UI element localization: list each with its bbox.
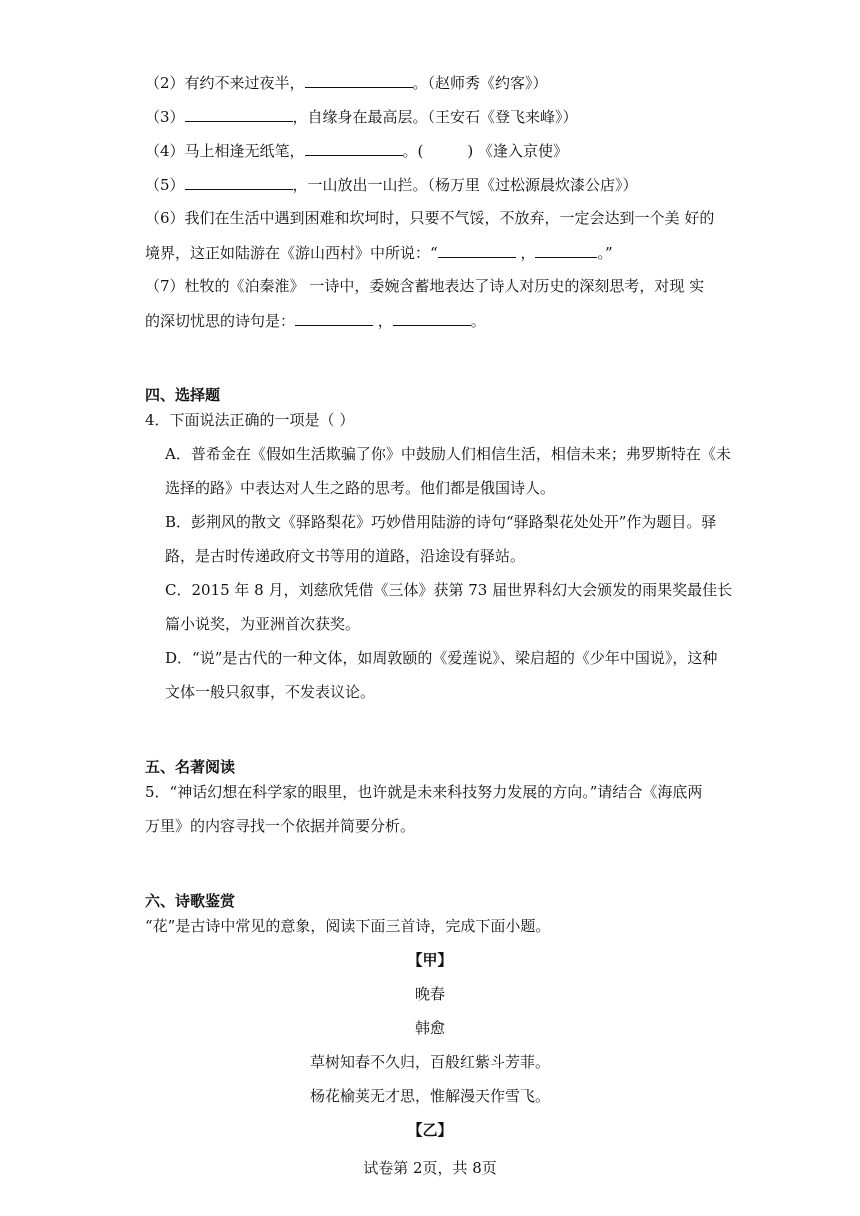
answer-blank[interactable] xyxy=(305,140,403,156)
answer-blank[interactable] xyxy=(438,242,516,258)
q3-item-5-prefix: （5） xyxy=(145,176,185,194)
answer-blank[interactable] xyxy=(393,310,471,326)
poem-a-author: 韩愈 xyxy=(414,1019,445,1037)
q3-item-7-sep: ， xyxy=(373,312,393,330)
poem-a-label: 【甲】 xyxy=(407,951,453,969)
option-c-line1[interactable]: C．2015 年 8 月，刘慈欣凭借《三体》获第 73 届世界科幻大会颁发的雨果奖最佳长 xyxy=(165,581,733,599)
option-a-line2: 选择的路》中表达对人生之路的思考。他们都是俄国诗人。 xyxy=(165,479,556,497)
answer-blank[interactable] xyxy=(185,106,293,122)
q3-item-4-mid: 。( xyxy=(402,142,424,160)
q3-item-5 xyxy=(145,174,638,195)
poetry-intro: “花”是古诗中常见的意象，阅读下面三首诗，完成下面小题。 xyxy=(145,917,551,935)
q3-item-4 xyxy=(145,140,568,161)
section-title-classics: 五、名著阅读 xyxy=(145,758,236,776)
question-5-line2: 万里》的内容寻找一个依据并简要分析。 xyxy=(145,817,416,835)
answer-blank[interactable] xyxy=(535,242,597,258)
poem-a-line1: 草树知春不久归，百般红紫斗芳菲。 xyxy=(309,1053,550,1071)
question-4: 4．下面说法正确的一项是（ ） xyxy=(145,411,355,429)
poem-a-title: 晚春 xyxy=(414,985,445,1003)
answer-blank[interactable] xyxy=(185,174,293,190)
q3-item-5-source: ，一山放出一山拦。（杨万里《过松源晨炊漆公店》） xyxy=(292,176,638,194)
section-title-choice: 四、选择题 xyxy=(145,386,221,404)
poem-a-line2: 杨花榆荚无才思，惟解漫天作雪飞。 xyxy=(309,1087,550,1105)
q3-item-6-line2 xyxy=(145,242,613,263)
q3-item-7-suffix: 。 xyxy=(470,312,486,330)
option-d-line1[interactable]: D．“说”是古代的一种文体，如周敦颐的《爱莲说》、梁启超的《少年中国说》，这种 xyxy=(165,649,718,667)
q3-item-4-prefix: （4）马上相逢无纸笔， xyxy=(145,142,305,160)
option-b-line2: 路，是古时传递政府文书等用的道路，沿途设有驿站。 xyxy=(165,547,526,565)
option-b-line1[interactable]: B．彭荆风的散文《驿路梨花》巧妙借用陆游的诗句“驿路梨花处处开”作为题目。驿 xyxy=(165,513,717,531)
q3-item-3-source: ，自缘身在最高层。（王安石《登飞来峰》） xyxy=(292,108,578,126)
q3-item-3-prefix: （3） xyxy=(145,108,185,126)
option-d-line2: 文体一般只叙事，不发表议论。 xyxy=(165,683,376,701)
answer-blank[interactable] xyxy=(305,72,413,88)
section-title-poetry: 六、诗歌鉴赏 xyxy=(145,892,236,910)
q3-item-6-prefix: 境界，这正如陆游在《游山西村》中所说：“ xyxy=(145,244,438,262)
option-a-line1[interactable]: A．普希金在《假如生活欺骗了你》中鼓励人们相信生活，相信未来；弗罗斯特在《未 xyxy=(165,445,731,463)
q3-item-7-prefix: 的深切忧思的诗句是： xyxy=(145,312,296,330)
question-5-line1: 5．“神话幻想在科学家的眼里，也许就是未来科技努力发展的方向。”请结合《海底两 xyxy=(145,783,703,801)
q3-item-6-line1: （6）我们在生活中遇到困难和坎坷时，只要不气馁，不放弃，一定会达到一个美 好的 xyxy=(145,209,715,227)
answer-blank[interactable] xyxy=(295,310,373,326)
q3-item-4-source: ) 《逢入京使》 xyxy=(467,142,569,160)
q3-item-2-prefix: （2）有约不来过夜半， xyxy=(145,74,305,92)
q3-item-7-line2 xyxy=(145,310,486,331)
q3-item-7-line1: （7）杜牧的《泊秦淮》 一诗中，委婉含蓄地表达了诗人对历史的深刻思考，对现 实 xyxy=(145,277,705,295)
q3-item-2-source: 。（赵师秀《约客》） xyxy=(412,74,548,92)
q3-item-6-sep: ， xyxy=(515,244,536,262)
q3-item-3 xyxy=(145,106,578,127)
poem-b-label: 【乙】 xyxy=(407,1121,453,1139)
option-c-line2: 篇小说奖，为亚洲首次获奖。 xyxy=(165,615,361,633)
q3-item-6-suffix: 。” xyxy=(597,244,613,262)
q3-item-2 xyxy=(145,72,548,93)
page-footer: 试卷第 2页，共 8页 xyxy=(363,1159,497,1177)
